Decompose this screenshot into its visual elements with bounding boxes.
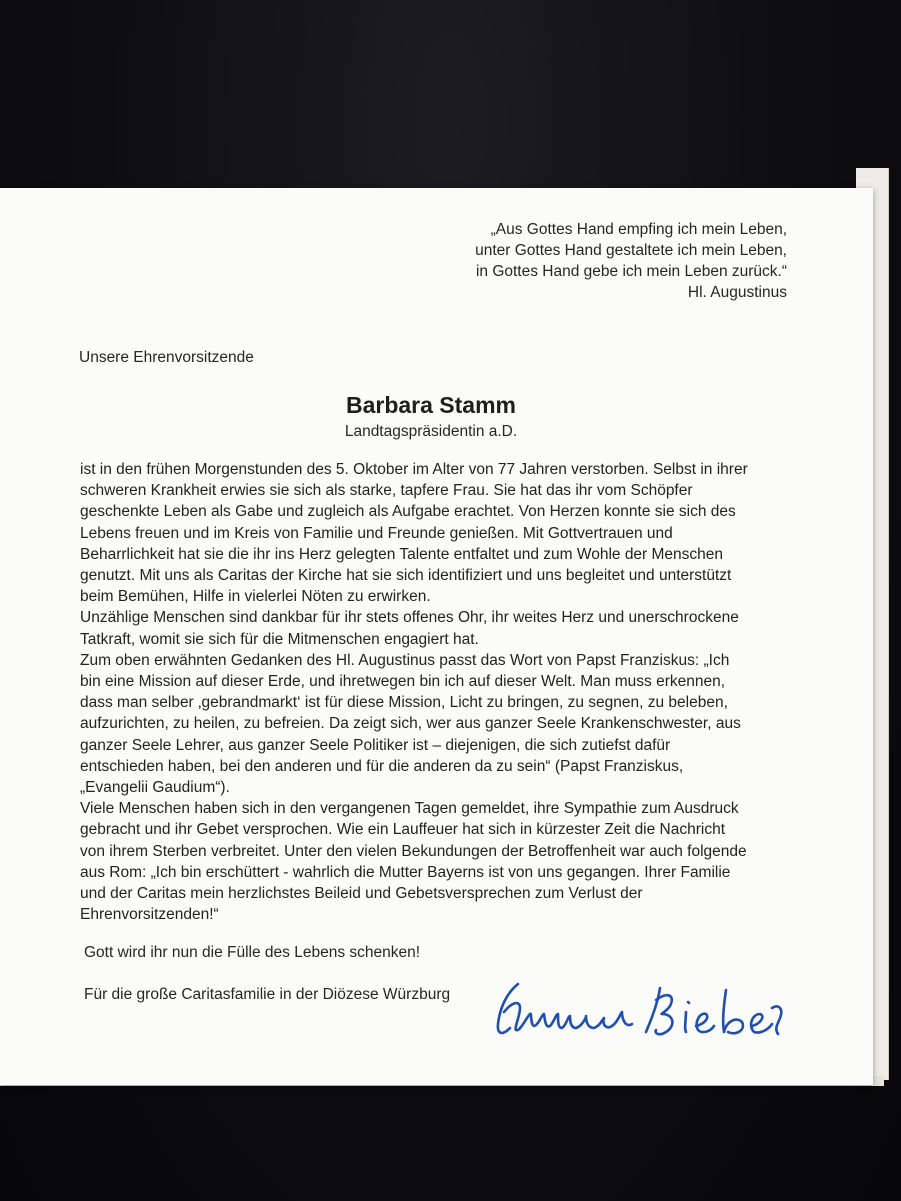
body-line: Ehrenvorsitzenden!“: [80, 906, 219, 924]
body-line: schweren Krankheit erwies sie sich als starke, tapfere Frau. Sie hat das ihr vom Schöpfer: [80, 482, 693, 500]
body-line: Lebens freuen und im Kreis von Familie und Freunde genießen. Mit Gottvertrauen und: [80, 524, 673, 542]
greeting-line: Für die große Caritasfamilie in der Diözese Würzburg: [84, 986, 451, 1003]
body-line: dass man selber ‚gebrandmarkt‘ ist für diese Mission, Licht zu bringen, zu segnen, zu beleben,: [80, 694, 728, 712]
signature-stroke: [696, 1014, 714, 1032]
body-line: entschieden haben, bei den anderen und für die anderen da zu sein“ (Papst Franziskus,: [80, 757, 684, 775]
condolence-card: [0, 188, 873, 1085]
quote-line: „Aus Gottes Hand empfing ich mein Leben,: [490, 221, 787, 238]
body-line: ist in den frühen Morgenstunden des 5. Oktober im Alter von 77 Jahren verstorben. Selbst in ihrer: [80, 461, 748, 478]
obituary-body: [80, 459, 800, 925]
body-line: ganzer Seele Lehrer, aus ganzer Seele Politiker ist – diejenigen, die sich zutiefst dafür: [80, 736, 671, 754]
body-line: „Evangelii Gaudium“).: [80, 779, 230, 797]
body-line: beim Bemühen, Hilfe in vielerlei Nöten zu erwirken.: [80, 588, 431, 606]
signature-stroke: [723, 990, 743, 1033]
body-line: bin eine Mission auf dieser Erde, und ihretwegen bin ich auf dieser Welt. Man muss erkennen,: [80, 673, 726, 691]
signature-stroke: [685, 1002, 689, 1032]
signature-stroke: [504, 1003, 632, 1030]
body-line: Unzählige Menschen sind dankbar für ihr stets offenes Ohr, ihr weites Herz und unerschrockene: [80, 609, 739, 627]
quote-line: in Gottes Hand gebe ich mein Leben zurück.“: [475, 263, 787, 280]
body-line: von ihrem Sterben verbreitet. Unter den vielen Bekundungen der Betroffenheit war auch folgende: [80, 842, 747, 860]
augustinus-quote: [475, 219, 787, 303]
body-line: Viele Menschen haben sich in den vergangenen Tagen gemeldet, ihre Sympathie zum Ausdruck: [80, 800, 739, 818]
quote-line: unter Gottes Hand gestaltete ich mein Leben,: [475, 242, 787, 259]
intro-text: Unsere Ehrenvorsitzende: [79, 349, 254, 366]
body-line: und der Caritas mein herzlichstes Beileid und Gebetsversprechen zum Verlust der: [80, 885, 643, 903]
body-line: gebracht und ihr Gebet versprochen. Wie ein Lauffeuer hat sich in kürzester Zeit die Nachricht: [80, 821, 726, 839]
body-line: aus Rom: „Ich bin erschüttert - wahrlich die Mutter Bayerns ist von uns gegangen. Ihrer Familie: [80, 863, 731, 881]
quote-author: Hl. Augustinus: [687, 284, 787, 301]
body-line: aufzurichten, zu heilen, zu befreien. Da zeigt sich, wer aus ganzer Seele Krankenschwester, aus: [80, 715, 741, 733]
body-line: geschenkte Leben als Gabe und zugleich als Aufgabe erachtet. Von Herzen konnte sie sich des: [80, 503, 736, 521]
body-line: genutzt. Mit uns als Caritas der Kirche hat sie sich identifiziert und uns begleitet und unterstützt: [80, 567, 732, 585]
body-line: Zum oben erwähnten Gedanken des Hl. Augustinus passt das Wort von Papst Franziskus: „Ich: [80, 651, 730, 669]
deceased-title: Landtagspräsidentin a.D.: [344, 423, 518, 440]
handwritten-signature: [490, 978, 790, 1050]
signature-stroke: [751, 1014, 772, 1033]
signature-stroke: [646, 988, 660, 1032]
deceased-name: Barbara Stamm: [345, 392, 517, 418]
body-line: Tatkraft, womit sie sich für die Mitmenschen engagiert hat.: [80, 630, 479, 648]
signature-stroke: [772, 1006, 781, 1034]
closing-line: Gott wird ihr nun die Fülle des Lebens schenken!: [84, 944, 421, 961]
body-line: Beharrlichkeit hat sie die ihr ins Herz gelegten Talente entfaltet und zum Wohle der Menschen: [80, 545, 724, 563]
signature-strokes: [498, 984, 781, 1034]
